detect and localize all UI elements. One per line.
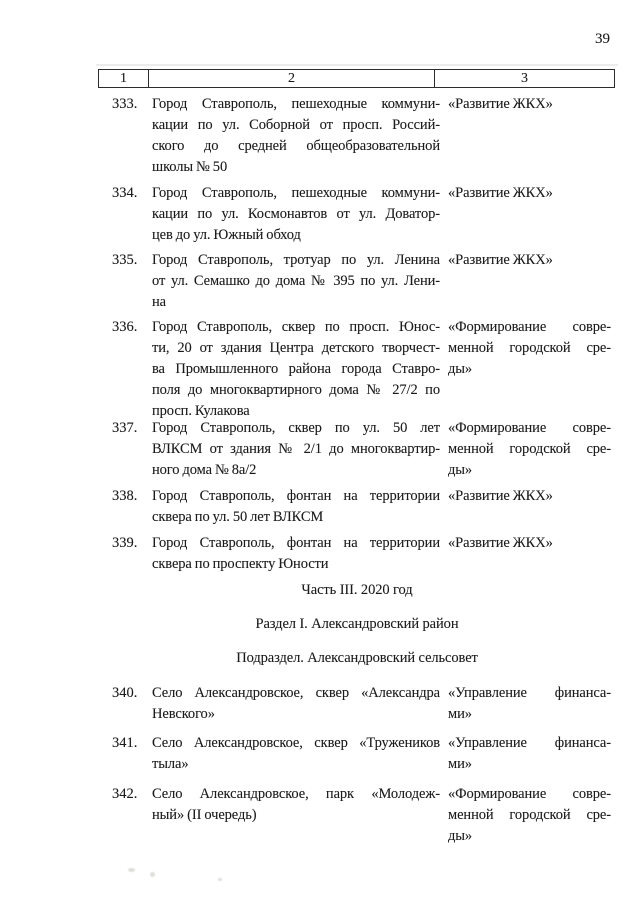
row-description [152, 784, 440, 826]
row-description [152, 533, 440, 575]
text-line: сквера по ул. 50 лет ВЛКСМ [152, 509, 324, 525]
row-program [448, 250, 611, 271]
text-line: «Формирование совре- [448, 420, 611, 436]
text-line: менной городской сре- [448, 807, 611, 823]
text-line: «Развитие ЖКХ» [448, 252, 553, 268]
table-row [99, 683, 615, 725]
row-program [448, 784, 611, 847]
row-description [152, 250, 440, 313]
scan-speck [150, 872, 155, 877]
text-line: Город Ставрополь, пешеходные коммуни- [152, 185, 440, 201]
row-number: 336. [112, 319, 138, 335]
header-cell-1: 1 [99, 70, 149, 87]
text-line: ми» [448, 706, 472, 722]
row-program [448, 418, 611, 481]
text-line: Невского» [152, 706, 215, 722]
row-program [448, 733, 611, 775]
text-line: сквера по проспекту Юности [152, 556, 329, 572]
row-description [152, 317, 440, 422]
text-line: менной городской сре- [448, 441, 611, 457]
text-line: Город Ставрополь, фонтан на территории [152, 535, 440, 551]
text-line: ды» [448, 828, 473, 844]
row-number: 335. [112, 252, 138, 268]
table-row [99, 183, 615, 246]
text-line: поля до многоквартирного дома № 27/2 по [152, 382, 440, 398]
table-row [99, 533, 615, 575]
table-row [99, 317, 615, 422]
text-line: ВЛКСМ от здания № 2/1 до многоквартир- [152, 441, 440, 457]
text-line: тыла» [152, 756, 189, 772]
row-description [152, 94, 440, 178]
text-line: «Развитие ЖКХ» [448, 488, 553, 504]
table-header [98, 69, 615, 88]
text-line: кации по ул. Космонавтов от ул. Доватор- [152, 206, 440, 222]
text-line: Село Александровское, сквер «Александра [152, 685, 440, 701]
row-program [448, 317, 611, 380]
row-description [152, 183, 440, 246]
text-line: кации по ул. Соборной от просп. Россий- [152, 117, 440, 133]
text-line: Город Ставрополь, пешеходные коммуни- [152, 96, 440, 112]
row-number: 339. [112, 535, 138, 551]
row-number: 334. [112, 185, 138, 201]
heading-section: Раздел I. Александровский район [255, 616, 459, 632]
text-line: «Формирование совре- [448, 786, 611, 802]
header-cell-2: 2 [149, 70, 435, 87]
text-line: Село Александровское, парк «Молодеж- [152, 786, 440, 802]
row-description [152, 733, 440, 775]
table-row [99, 418, 615, 481]
table-row [99, 784, 615, 847]
text-line: «Развитие ЖКХ» [448, 535, 553, 551]
table-row [99, 733, 615, 775]
text-line: ва Промышленного района города Ставро- [152, 361, 440, 377]
text-line: просп. Кулакова [152, 403, 250, 419]
scan-speck [218, 878, 222, 881]
text-line: «Управление финанса- [448, 685, 611, 701]
row-number: 341. [112, 735, 138, 751]
text-line: «Управление финанса- [448, 735, 611, 751]
text-line: Город Ставрополь, сквер по просп. Юнос- [152, 319, 440, 335]
row-program [448, 683, 611, 725]
page-number: 39 [595, 31, 610, 47]
table-row [99, 94, 615, 178]
heading-subsection: Подраздел. Александровский сельсовет [236, 650, 478, 666]
scan-speck [128, 868, 135, 872]
row-number: 337. [112, 420, 138, 436]
row-program [448, 183, 611, 204]
heading-part: Часть III. 2020 год [301, 582, 413, 598]
text-line: ти, 20 от здания Центра детского творчест- [152, 340, 440, 356]
text-line: цев до ул. Южный обход [152, 227, 301, 243]
table-row [99, 486, 615, 528]
text-line: ми» [448, 756, 472, 772]
text-line: ского до средней общеобразовательной [152, 138, 440, 154]
text-line: «Развитие ЖКХ» [448, 185, 553, 201]
row-description [152, 418, 440, 481]
text-line: ного дома № 8а/2 [152, 462, 257, 478]
row-number: 338. [112, 488, 138, 504]
text-line: Село Александровское, сквер «Тружеников [152, 735, 440, 751]
row-description [152, 486, 440, 528]
text-line: «Развитие ЖКХ» [448, 96, 553, 112]
table-row [99, 250, 615, 313]
text-line: менной городской сре- [448, 340, 611, 356]
row-program [448, 486, 611, 507]
text-line: ды» [448, 462, 473, 478]
row-number: 333. [112, 96, 138, 112]
row-program [448, 533, 611, 554]
text-line: на [152, 294, 166, 310]
text-line: «Формирование совре- [448, 319, 611, 335]
row-number: 342. [112, 786, 138, 802]
row-program [448, 94, 611, 115]
row-number: 340. [112, 685, 138, 701]
scan-artifact [96, 64, 618, 66]
row-description [152, 683, 440, 725]
text-line: школы № 50 [152, 159, 228, 175]
text-line: Город Ставрополь, фонтан на территории [152, 488, 440, 504]
text-line: ды» [448, 361, 473, 377]
text-line: от ул. Семашко до дома № 395 по ул. Лени- [152, 273, 440, 289]
text-line: Город Ставрополь, тротуар по ул. Ленина [152, 252, 440, 268]
header-cell-3: 3 [521, 70, 528, 86]
text-line: ный» (II очередь) [152, 807, 257, 823]
text-line: Город Ставрополь, сквер по ул. 50 лет [152, 420, 440, 436]
